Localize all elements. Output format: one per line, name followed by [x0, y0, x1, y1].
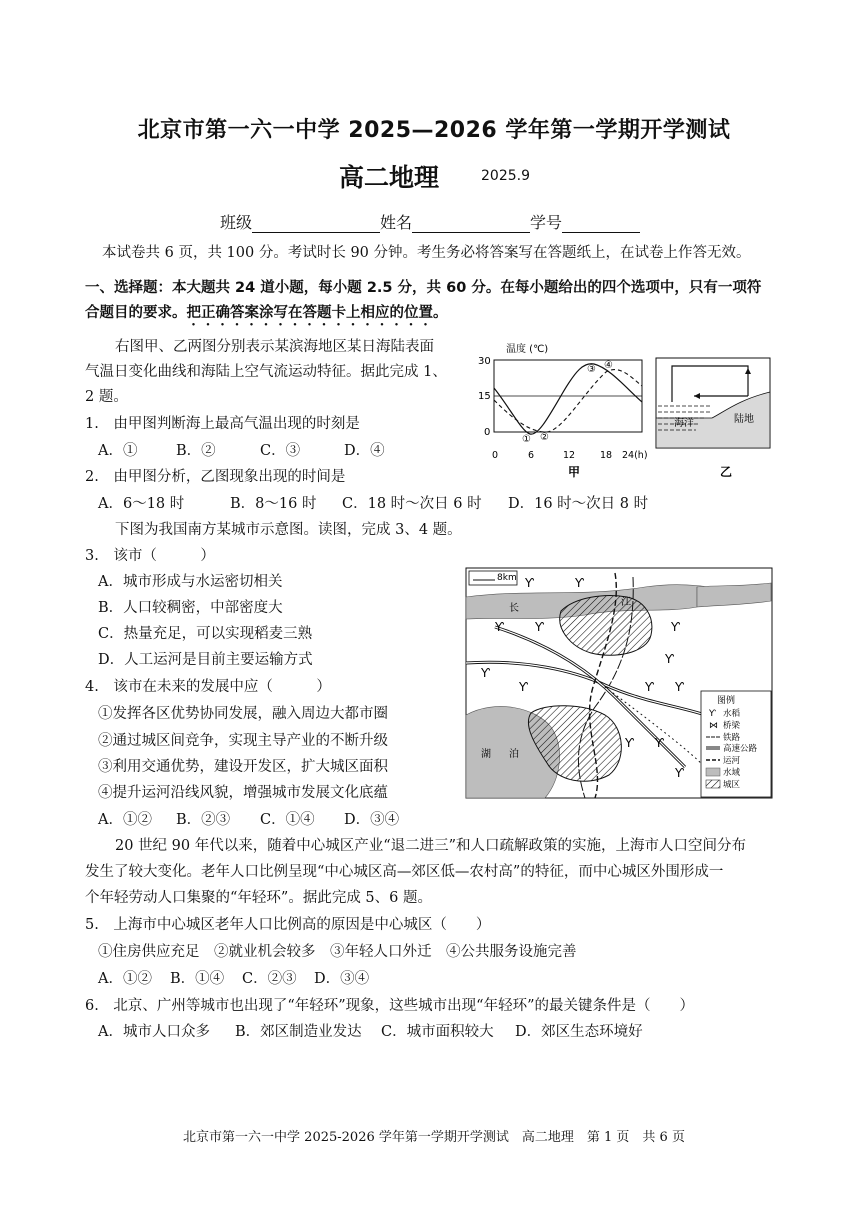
- legend-water: 水域: [723, 768, 741, 778]
- svg-text:Ƴ: Ƴ: [495, 620, 504, 634]
- q4-option-c[interactable]: C．①④: [260, 812, 315, 828]
- q1-option-c[interactable]: C．③: [260, 443, 301, 459]
- q2-option-b[interactable]: B．8～16 时: [230, 496, 317, 512]
- class-label: 班级: [220, 213, 253, 232]
- q1-option-b[interactable]: B．②: [176, 443, 216, 459]
- svg-text:Ƴ: Ƴ: [625, 736, 634, 750]
- section1-answer-instruction: 把正确答案涂写在答题卡上相应的位置。: [186, 305, 448, 321]
- figure-jia-temperature-chart: [470, 338, 650, 480]
- exam-title: 北京市第一六一中学 2025—2026 学年第一学期开学测试: [137, 118, 731, 143]
- intro3-line2: 发生了较大变化。老年人口比例呈现“中心城区高—郊区低—农村高”的特征，而中心城区外围形成一: [85, 864, 724, 880]
- q4-option-b[interactable]: B．②③: [176, 812, 231, 828]
- q6-option-c[interactable]: C．城市面积较大: [381, 1024, 494, 1040]
- yi-arrowhead-1: [694, 393, 700, 399]
- intro1-line1: 右图甲、乙两图分别表示某滨海地区某日海陆表面: [115, 339, 434, 355]
- yi-land-label: 陆地: [734, 414, 754, 425]
- q6-stem: 6. 北京、广州等城市也出现了“年轻环”现象，这些城市出现“年轻环”的最关键条件是（ ）: [85, 998, 694, 1014]
- jia-marker-1: ①: [522, 434, 531, 445]
- svg-text:Ƴ: Ƴ: [671, 620, 680, 634]
- figure-yi-airflow-diagram: [654, 356, 774, 482]
- svg-text:Ƴ: Ƴ: [655, 736, 664, 750]
- legend-canal: 运河: [723, 756, 741, 766]
- q4-item-1: ①发挥各区优势协同发展，融入周边大都市圈: [98, 706, 388, 722]
- q2-option-a[interactable]: A．6～18 时: [98, 496, 185, 512]
- jia-land-temperature-curve: [494, 364, 642, 434]
- svg-text:Ƴ: Ƴ: [645, 680, 654, 694]
- jia-xtick-12: 12: [563, 450, 576, 461]
- q5-option-a[interactable]: A．①②: [98, 971, 152, 987]
- q4-item-3: ③利用交通优势，建设开发区，扩大城区面积: [98, 759, 388, 775]
- legend-highway: 高速公路: [723, 744, 758, 754]
- q3-option-b[interactable]: B．人口较稠密，中部密度大: [98, 600, 283, 616]
- svg-text:Ƴ: Ƴ: [665, 652, 674, 666]
- student-info-row: [220, 210, 640, 233]
- yi-caption: 乙: [720, 465, 733, 479]
- jia-ytick-15: 15: [478, 391, 491, 402]
- section1-instruction-line2: [85, 301, 448, 329]
- city-schematic-map: [465, 567, 773, 799]
- legend-water-icon: [706, 768, 720, 776]
- jia-ytick-0: 0: [484, 427, 491, 438]
- svg-text:Ƴ: Ƴ: [675, 766, 684, 780]
- section1-requirement: 合题目的要求。: [85, 305, 187, 321]
- map-lake-char-2: 泊: [509, 749, 519, 760]
- q5-stem: 5. 上海市中心城区老年人口比例高的原因是中心城区（ ）: [85, 917, 491, 933]
- legend-title: 图例: [717, 696, 736, 706]
- jia-sea-temperature-curve: [494, 370, 642, 432]
- exam-notice: 本试卷共 6 页，共 100 分。考试时长 90 分钟。考生务必将答案写在答题纸上，在试卷上作答无效。: [102, 245, 751, 261]
- class-blank[interactable]: [252, 214, 380, 233]
- intro3-line3: 个年轻劳动人口集聚的“年轻环”。据此完成 5、6 题。: [85, 890, 432, 906]
- legend-bridge: 桥梁: [723, 721, 741, 731]
- q4-item-4: ④提升运河沿线风貌，增强城市发展文化底蕴: [98, 785, 388, 801]
- jia-ytick-30: 30: [478, 356, 491, 367]
- q3-option-c[interactable]: C．热量充足，可以实现稻麦三熟: [98, 626, 313, 642]
- q3-stem: 3. 该市（ ）: [85, 548, 215, 564]
- q2-option-d[interactable]: D．16 时～次日 8 时: [508, 496, 649, 512]
- section1-instruction-line1: 一、选择题：本大题共 24 道小题，每小题 2.5 分，共 60 分。在每小题给出的四个选项中，只有一项符: [85, 280, 762, 296]
- page-footer: 北京市第一六一中学 2025-2026 学年第一学期开学测试 高二地理 第 1 页 共 6 页: [183, 1130, 685, 1145]
- jia-marker-2: ②: [540, 432, 549, 443]
- q4-stem: 4. 该市在未来的发展中应（ ）: [85, 679, 331, 695]
- jia-marker-4: ④: [604, 360, 613, 371]
- jia-xtick-24: 24(h): [622, 450, 648, 461]
- q5-option-d[interactable]: D．③④: [314, 971, 370, 987]
- name-label: 姓名: [380, 213, 413, 232]
- legend-urban-icon: [706, 780, 720, 788]
- svg-text:Ƴ: Ƴ: [481, 666, 490, 680]
- intro1-line3: 2 题。: [85, 389, 128, 405]
- legend-urban: 城区: [723, 780, 741, 790]
- legend-bridge-icon: ⋈: [709, 721, 718, 731]
- jia-marker-3: ③: [587, 364, 596, 375]
- q1-option-d[interactable]: D．④: [344, 443, 385, 459]
- jia-xtick-6: 6: [528, 450, 535, 461]
- yi-sea-label: 海洋: [674, 418, 694, 429]
- exam-date: 2025.9: [481, 168, 530, 184]
- yi-arrowhead-2: [745, 368, 751, 374]
- q1-option-a[interactable]: A．①: [98, 443, 138, 459]
- q4-options: [98, 810, 399, 830]
- id-blank[interactable]: [562, 214, 640, 233]
- q4-option-a[interactable]: A．①②: [98, 812, 152, 828]
- q5-options: [98, 969, 369, 989]
- yi-circulation-arrow: [672, 366, 748, 402]
- svg-text:Ƴ: Ƴ: [675, 680, 684, 694]
- q5-items: ①住房供应充足 ②就业机会较多 ③年轻人口外迁 ④公共服务设施完善: [98, 944, 577, 960]
- name-blank[interactable]: [412, 214, 530, 233]
- q2-option-c[interactable]: C．18 时～次日 6 时: [342, 496, 482, 512]
- intro2: 下图为我国南方某城市示意图。读图，完成 3、4 题。: [115, 522, 462, 538]
- q5-option-c[interactable]: C．②③: [242, 971, 297, 987]
- svg-text:Ƴ: Ƴ: [519, 680, 528, 694]
- q6-options: [98, 1022, 643, 1042]
- jia-ylabel: 温度 (℃): [506, 344, 549, 355]
- q6-option-b[interactable]: B．郊区制造业发达: [235, 1024, 362, 1040]
- svg-text:Ƴ: Ƴ: [525, 576, 534, 590]
- legend-paddy: 水稻: [723, 709, 741, 719]
- q3-option-a[interactable]: A．城市形成与水运密切相关: [98, 574, 283, 590]
- svg-text:Ƴ: Ƴ: [535, 620, 544, 634]
- map-scale-label: 8km: [497, 573, 517, 583]
- q2-stem: 2. 由甲图分析，乙图现象出现的时间是: [85, 469, 346, 485]
- map-river-char-1: 长: [509, 603, 519, 614]
- q6-option-a[interactable]: A．城市人口众多: [98, 1024, 210, 1040]
- legend-railway: 铁路: [723, 733, 741, 743]
- q4-option-d[interactable]: D．③④: [344, 812, 400, 828]
- q3-option-d[interactable]: D．人工运河是目前主要运输方式: [98, 652, 313, 668]
- jia-caption: 甲: [568, 465, 581, 479]
- jia-xtick-0: 0: [492, 450, 499, 461]
- intro1-line2: 气温日变化曲线和海陆上空气流运动特征。据此完成 1、: [85, 364, 447, 380]
- map-lake-char-1: 湖: [481, 749, 491, 760]
- q4-item-2: ②通过城区间竞争，实现主导产业的不断升级: [98, 733, 388, 749]
- jia-xtick-18: 18: [600, 450, 613, 461]
- svg-text:Ƴ: Ƴ: [575, 576, 584, 590]
- q5-option-b[interactable]: B．①④: [170, 971, 225, 987]
- id-label: 学号: [530, 213, 563, 232]
- intro3-line1: 20 世纪 90 年代以来，随着中心城区产业“退二进三”和人口疏解政策的实施，上海市人口空间分布: [115, 838, 747, 854]
- q6-option-d[interactable]: D．郊区生态环境好: [515, 1024, 643, 1040]
- q2-options: [98, 494, 648, 514]
- q1-options: [98, 441, 385, 461]
- subject-title: 高二地理: [339, 163, 440, 192]
- q1-stem: 1. 由甲图判断海上最高气温出现的时刻是: [85, 416, 360, 432]
- legend-paddy-icon: Ƴ: [709, 709, 716, 719]
